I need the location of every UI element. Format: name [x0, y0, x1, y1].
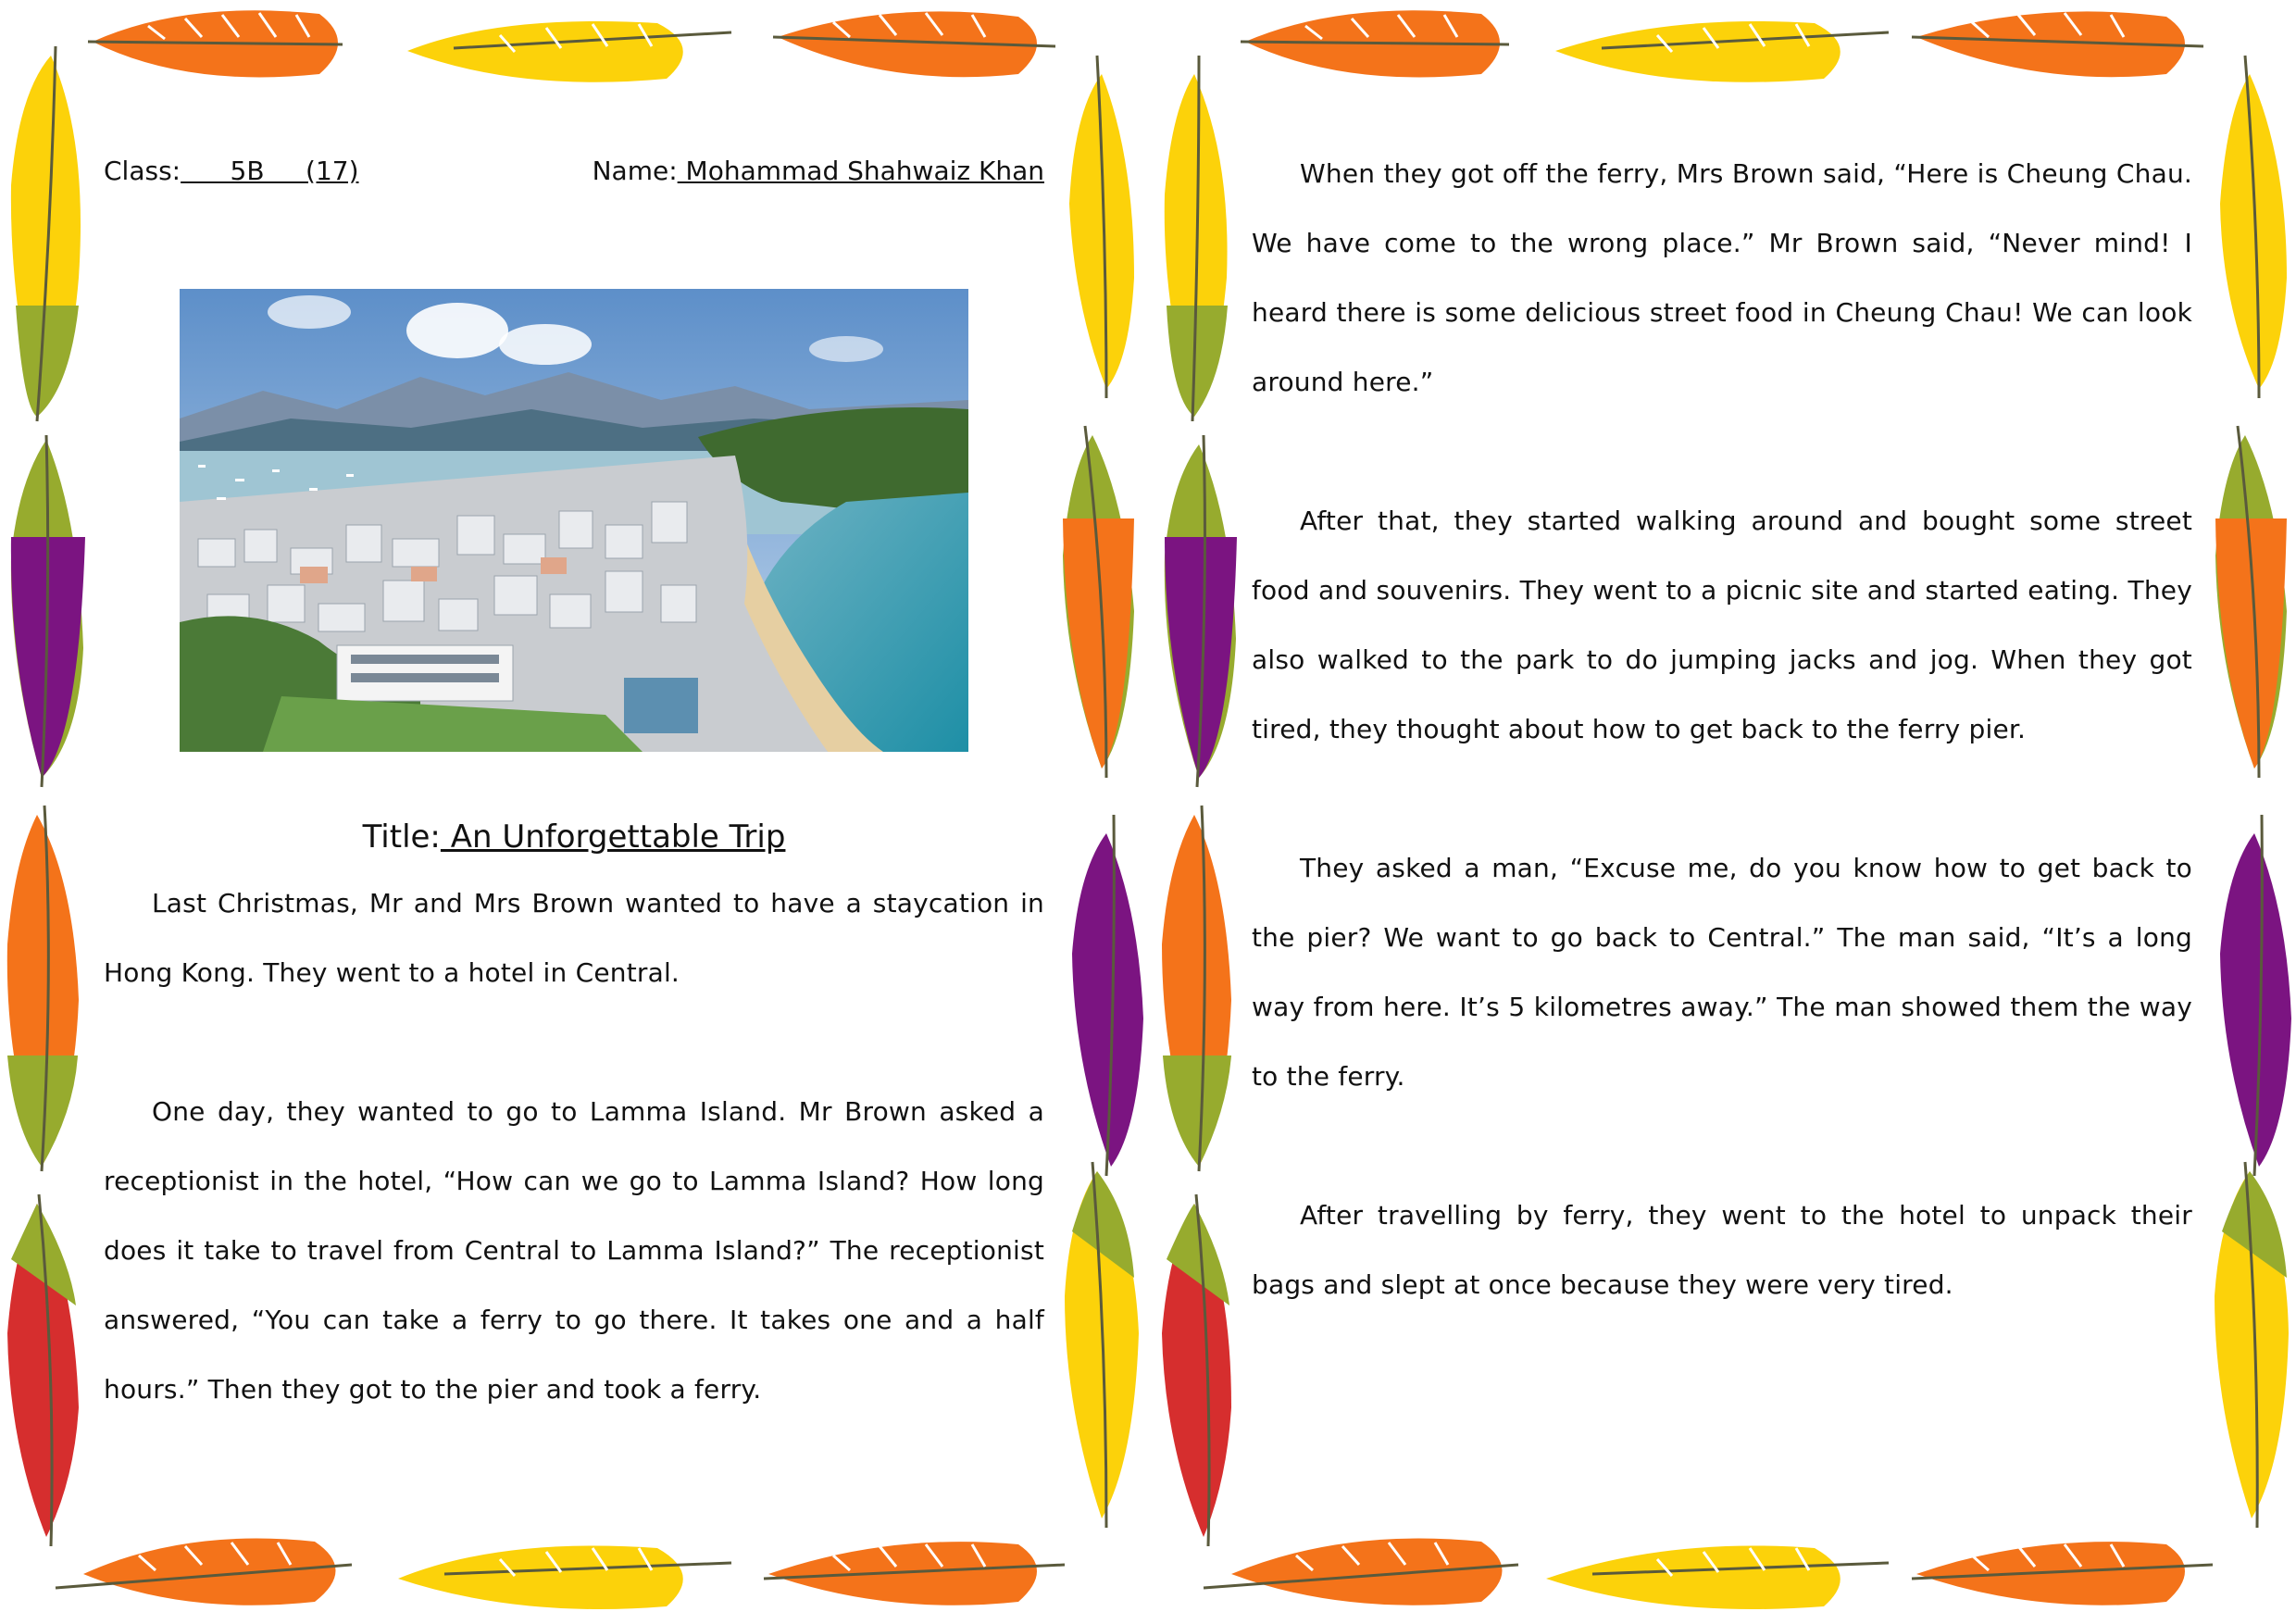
feather-center-left-2 [1063, 426, 1134, 778]
feather-left-3 [7, 806, 79, 1171]
feather-right-2 [2215, 426, 2287, 778]
feather-center-left-1 [1069, 56, 1134, 398]
feather-bottom-4 [1204, 1539, 1518, 1605]
feather-center-right-3 [1162, 806, 1231, 1171]
feather-top-6 [1912, 11, 2203, 77]
feather-top-4 [1241, 10, 1509, 77]
paragraph-2: One day, they wanted to go to Lamma Island. Mr Brown asked a receptionist in the hotel, “How can we go to Lamma Island? How long does it take to travel from Central to Lamma Island?” The receptionist answered, “You can take a ferry to go there. It takes one and a half hours.” Then they got to the pier and took a ferry. [104, 1096, 1044, 1405]
right-story-column [1252, 139, 2192, 1319]
title-text: An Unforgettable Trip [440, 818, 786, 856]
feather-left-1 [11, 46, 81, 421]
paragraph-1: Last Christmas, Mr and Mrs Brown wanted to have a staycation in Hong Kong. They went to a hotel in Central. [104, 888, 1044, 988]
feather-right-1 [2220, 56, 2287, 398]
feather-center-left-3 [1072, 815, 1143, 1176]
paragraph-3: When they got off the ferry, Mrs Brown said, “Here is Cheung Chau. We have come to the wrong place.” Mr Brown said, “Never mind! I heard there is some delicious street food in Cheung Chau! We can look around here.” [1252, 158, 2192, 397]
feather-right-3 [2220, 815, 2291, 1176]
class-field [104, 148, 359, 194]
feather-center-left-4 [1065, 1162, 1139, 1528]
feather-right-4 [2215, 1162, 2289, 1528]
paragraph-4: After that, they started walking around and bought some street food and souvenirs. They went to a picnic site and started eating. They also walked to the park to do jumping jacks and jog. When they got tired, they thought about how to get back to the ferry pier. [1252, 506, 2192, 744]
feather-center-right-1 [1165, 56, 1228, 421]
class-label: Class: [104, 156, 181, 186]
island-photo-illustration [180, 289, 968, 752]
island-photo [180, 289, 968, 752]
left-story-column [104, 868, 1044, 1424]
feather-bottom-3 [764, 1542, 1065, 1605]
name-value: Mohammad Shahwaiz Khan [677, 156, 1044, 186]
feather-top-5 [1555, 21, 1889, 82]
feather-bottom-5 [1546, 1545, 1889, 1609]
feather-top-2 [407, 21, 731, 82]
paragraph-5: They asked a man, “Excuse me, do you know how to get back to the pier? We want to go back to Central.” The man said, “It’s a long way from here. It’s 5 kilometres away.” The man showed them the way to the ferry. [1252, 853, 2192, 1092]
feather-left-4 [7, 1194, 79, 1546]
class-value: 5B (17) [181, 156, 359, 186]
feather-left-2 [11, 435, 85, 787]
feather-center-right-4 [1162, 1194, 1231, 1546]
feather-bottom-1 [56, 1539, 352, 1605]
name-label: Name: [592, 156, 678, 186]
title-label: Title: [362, 818, 441, 856]
feather-top-1 [88, 10, 343, 77]
feather-top-3 [773, 11, 1055, 77]
feather-bottom-2 [398, 1545, 731, 1609]
feather-center-right-2 [1165, 435, 1237, 787]
paragraph-6: After travelling by ferry, they went to the hotel to unpack their bags and slept at once because they were very tired. [1252, 1200, 2192, 1300]
story-title [104, 811, 1044, 863]
feather-bottom-6 [1912, 1542, 2213, 1605]
name-field [593, 148, 1044, 194]
